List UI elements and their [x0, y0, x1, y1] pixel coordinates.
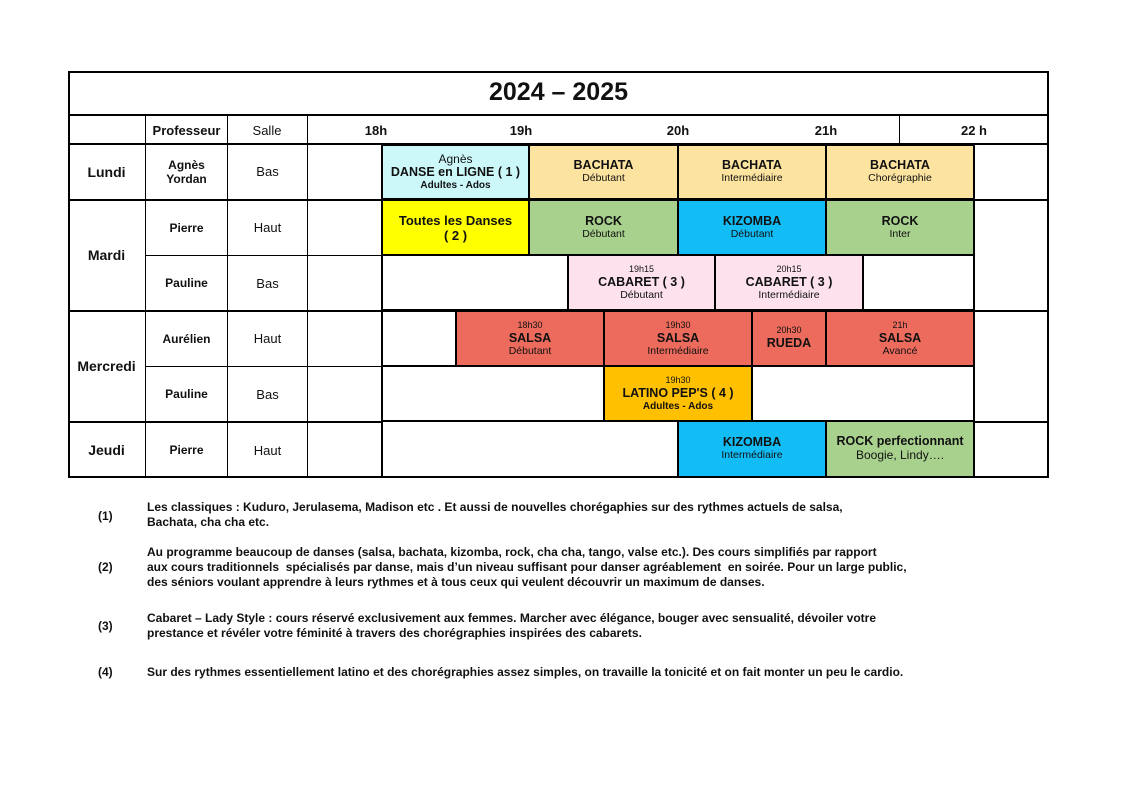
course-mardi-kizomba-debutant	[677, 199, 827, 256]
course-level: Débutant	[508, 345, 552, 357]
header-time-22h: 22 h	[960, 122, 987, 138]
course-title: ROCK perfectionnant	[836, 434, 964, 448]
note-text: Cabaret – Lady Style : cours réservé exclusivement aux femmes. Marcher avec élégance, bouger avec sensualité, dévoiler votre prestance et révéler votre féminité à travers des chorégraphies inspirées des cabarets.	[147, 611, 877, 640]
course-lundi-bachata-intermediaire	[677, 144, 827, 200]
note-number: (1)	[98, 509, 113, 523]
course-audience: Adultes - Ados	[420, 179, 491, 191]
course-mercredi-salsa-intermediaire	[603, 310, 753, 367]
course-title: CABARET ( 3 )	[598, 275, 685, 289]
course-note-ref: ( 2 )	[443, 227, 468, 243]
course-level: Avancé	[882, 345, 918, 357]
day-lundi: Lundi	[87, 163, 126, 180]
course-jeudi-kizomba-intermediaire	[677, 420, 827, 478]
course-title: ROCK	[881, 213, 919, 228]
header-time-19h: 19h	[509, 122, 533, 138]
salle-mardi-1: Haut	[253, 220, 282, 235]
note-number: (3)	[98, 619, 113, 633]
prof-mercredi-1: Aurélien	[162, 331, 211, 346]
course-teacher: Agnès	[438, 151, 473, 166]
course-time: 19h15	[628, 264, 655, 274]
course-title: BACHATA	[870, 158, 930, 172]
course-mercredi-salsa-debutant	[455, 310, 605, 367]
prof-jeudi: Pierre	[169, 443, 204, 457]
course-level: Intermédiaire	[647, 345, 709, 357]
course-time: 18h30	[517, 320, 543, 330]
course-level: Intermédiaire	[721, 172, 783, 184]
course-title: SALSA	[878, 331, 922, 345]
empty-slot	[381, 254, 569, 311]
grid-line	[899, 116, 900, 144]
empty-slot	[381, 420, 679, 478]
salle-mercredi-1: Haut	[253, 331, 282, 346]
course-title: BACHATA	[722, 158, 782, 172]
course-level: Inter	[889, 227, 911, 240]
course-level: Intermédiaire	[721, 449, 783, 461]
course-mardi-rock-inter	[825, 199, 975, 256]
course-title: CABARET ( 3 )	[745, 275, 833, 289]
course-time: 20h30	[776, 325, 802, 335]
course-level: Chorégraphie	[868, 172, 932, 184]
course-time: 19h30	[665, 375, 691, 385]
course-level: Débutant	[620, 289, 663, 301]
course-lundi-danse-en-ligne	[381, 144, 530, 200]
course-time: 21h	[892, 320, 908, 330]
prof-name: Agnès	[168, 157, 205, 172]
course-mardi-cabaret-debutant	[567, 254, 716, 311]
course-mercredi-latino-peps	[603, 365, 753, 422]
day-jeudi: Jeudi	[88, 442, 125, 458]
note-text: Sur des rythmes essentiellement latino et des chorégraphies assez simples, on travaille la tonicité et on fait monter un peu le cardio.	[147, 665, 904, 679]
prof-mercredi-2: Pauline	[165, 387, 208, 401]
course-level: Débutant	[582, 172, 625, 184]
header-professeur: Professeur	[152, 122, 221, 138]
course-level: Débutant	[582, 227, 625, 240]
grid-line	[307, 116, 308, 478]
note-text: Au programme beaucoup de danses (salsa, bachata, kizomba, rock, cha cha, tango, valse etc.). Des cours simplifiés par rapport aux cours traditionnels spécialisés par danse, mais d’un niveau suffisant pour danser agréablement en soirée. Pour un large public, des séniors voulant apprendre à leurs rythmes et à tous ceux qui veulent découvrir un maximum de danses.	[147, 545, 907, 589]
course-lundi-bachata-debutant	[528, 144, 679, 200]
course-title: DANSE en LIGNE ( 1 )	[390, 164, 521, 179]
course-jeudi-rock-perfectionnant	[825, 420, 975, 478]
empty-slot	[751, 365, 975, 422]
header-time-20h: 20h	[666, 122, 690, 138]
course-mercredi-salsa-avance	[825, 310, 975, 367]
note-number: (2)	[98, 560, 113, 574]
course-mardi-cabaret-intermediaire	[714, 254, 864, 311]
course-mardi-toutes-les-danses	[381, 199, 530, 256]
course-title: KIZOMBA	[722, 213, 782, 228]
course-lundi-bachata-choregraphie	[825, 144, 975, 200]
course-level: Boogie, Lindy….	[855, 448, 945, 462]
course-title: SALSA	[656, 331, 700, 345]
header-time-21h: 21h	[814, 122, 838, 138]
salle-jeudi: Haut	[253, 442, 282, 458]
course-title: BACHATA	[573, 158, 634, 172]
course-title: SALSA	[508, 331, 552, 345]
course-title: KIZOMBA	[722, 435, 782, 449]
course-time: 19h30	[665, 320, 691, 330]
salle-mardi-2: Bas	[256, 275, 279, 291]
course-audience: Adultes - Ados	[642, 401, 714, 412]
salle-lundi: Bas	[256, 164, 279, 179]
note-number: (4)	[98, 665, 113, 679]
header-salle: Salle	[252, 122, 282, 138]
course-time: 20h15	[776, 264, 802, 274]
prof-name: Yordan	[166, 171, 207, 186]
course-title: ROCK	[585, 213, 622, 228]
course-title: Toutes les Danses	[398, 212, 513, 228]
course-mercredi-rueda	[751, 310, 827, 367]
empty-slot	[381, 365, 605, 422]
empty-slot	[862, 254, 975, 311]
prof-mardi-1: Pierre	[169, 220, 204, 235]
note-text: Les classiques : Kuduro, Jerulasema, Madison etc . Et aussi de nouvelles chorégaphies sur des rythmes actuels de salsa, Bachata, cha cha etc.	[147, 500, 843, 529]
empty-slot	[381, 310, 457, 367]
day-mardi: Mardi	[87, 247, 126, 263]
salle-mercredi-2: Bas	[256, 386, 279, 402]
course-mardi-rock-debutant	[528, 199, 679, 256]
header-time-18h: 18h	[364, 122, 388, 138]
course-title: LATINO PEP'S ( 4 )	[622, 386, 734, 400]
day-mercredi: Mercredi	[77, 358, 136, 374]
schedule-title: 2024 – 2025	[68, 71, 1049, 116]
course-level: Intermédiaire	[758, 289, 820, 301]
prof-mardi-2: Pauline	[165, 276, 208, 290]
prof-lundi	[146, 144, 227, 199]
course-level: Débutant	[730, 227, 774, 240]
course-title: RUEDA	[766, 336, 812, 350]
